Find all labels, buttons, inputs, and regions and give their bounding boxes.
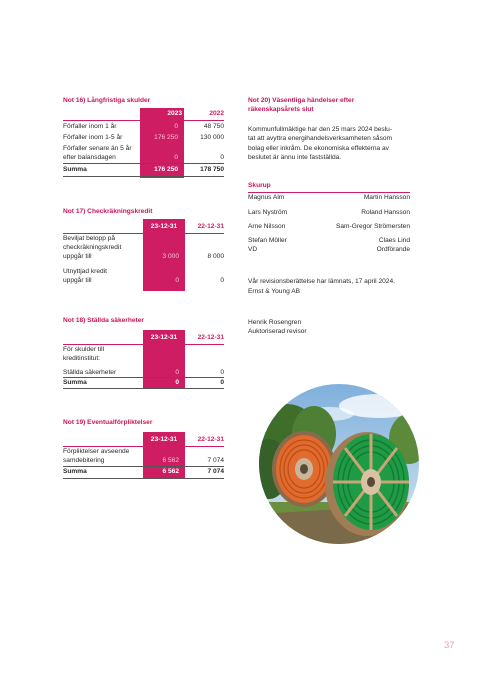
note17-title: Not 17) Checkräkningskredit: [63, 208, 153, 215]
note18-row-label: Ställda säkerheter: [63, 369, 117, 376]
note18-row-value-previous: 0: [220, 369, 224, 376]
note17-row-label: uppgår till: [63, 277, 92, 284]
note19-row-value-current: 6 562: [162, 457, 179, 464]
signature-role: VD: [248, 246, 258, 253]
note17-row-value-current: 0: [175, 277, 179, 284]
note20-line: bolag eller inkråm. De ekonomiska effekterna av: [248, 144, 389, 152]
auditor-name: Henrik Rosengren: [248, 319, 302, 326]
note19-col-current: 23-12-31: [150, 436, 178, 443]
note19-col-previous: 22-12-31: [197, 436, 224, 443]
note20-line: tat att avyttra energihandelsverksamheten såsom: [248, 135, 393, 143]
note16-sum-2023: 176 250: [154, 166, 178, 173]
note16-col-2023: 2023: [167, 110, 182, 117]
note17-col-previous: 22-12-31: [197, 223, 224, 230]
signature-name: Arne Nilsson: [248, 223, 286, 230]
note19-sum-label: Summa: [63, 468, 87, 475]
note17-row-label: uppgår till: [63, 253, 92, 260]
note19-row-label: samdebitering: [63, 457, 105, 464]
note17-row-label: checkräkningskredit: [63, 244, 122, 251]
signature-name: Lars Nyström: [248, 209, 288, 216]
note18-row-value-current: 0: [175, 369, 179, 376]
note17-col-current: 23-12-31: [150, 223, 178, 230]
note18-col-current: 23-12-31: [150, 334, 178, 341]
note17-row-value-previous: 8 000: [207, 253, 224, 260]
note19-row-value-previous: 7 074: [207, 457, 224, 464]
note18-intro: kreditinstitut:: [63, 355, 101, 362]
note16-row-label: Förfaller inom 1 år: [63, 123, 117, 130]
signature-row: [248, 237, 410, 255]
note20-line: Kommunfullmäktige har den 25 mars 2024 beslu-: [248, 126, 393, 133]
note20-title: räkenskapsårets slut: [248, 106, 314, 113]
note19-row-label: Förpliktelser avseende: [63, 448, 130, 455]
note19-sum-previous: 7 074: [207, 468, 224, 475]
note16-table: [63, 108, 224, 178]
note17-row-label: Beviljat belopp på: [63, 235, 116, 242]
note16-row-label: efter balansdagen: [63, 154, 116, 161]
note18-intro: För skulder till: [63, 346, 105, 353]
note16-row-value-2023: 176 250: [154, 134, 178, 141]
note16-row-value-2023: 0: [174, 154, 178, 161]
auditor-role: Auktoriserad revisor: [248, 328, 307, 335]
signature-place: Skurup: [248, 182, 271, 189]
note20-title: Not 20) Väsentliga händelser efter: [248, 97, 355, 104]
audit-line: Vår revisionsberättelse har lämnats, 17 april 2024.: [248, 278, 395, 285]
note17-row-label: Utnyttjad kredit: [63, 268, 107, 275]
note18-sum-label: Summa: [63, 379, 87, 386]
note17-row-value-previous: 0: [220, 277, 224, 284]
note16-sum-label: Summa: [63, 166, 87, 173]
note19-title: Not 19) Eventualförpliktelser: [63, 419, 153, 426]
note16-row-value-2022: 48 750: [203, 123, 224, 130]
note18-title: Not 18) Ställda säkerheter: [63, 317, 144, 324]
note19-sum-current: 6 562: [162, 468, 179, 475]
note16-row-value-2022: 130 000: [200, 134, 224, 141]
audit-statement: [248, 277, 423, 297]
cable-reels-photo: [259, 384, 419, 544]
note17-table: [63, 219, 224, 291]
note16-title: Not 16) Långfristiga skulder: [63, 97, 151, 104]
note19-table: [63, 432, 224, 480]
note16-col-2022: 2022: [209, 110, 224, 117]
audit-firm: Ernst & Young AB: [248, 288, 301, 295]
signature-name: Claes Lind: [378, 237, 410, 244]
signature-name: Magnus Alm: [248, 194, 285, 201]
note17-row-value-current: 3 000: [162, 253, 179, 260]
note16-row-value-2023: 0: [174, 123, 178, 130]
signature-role: Ordförande: [376, 246, 410, 253]
signature-name: Roland Hansson: [361, 209, 410, 216]
note18-sum-current: 0: [175, 379, 179, 386]
note16-row-value-2022: 0: [220, 154, 224, 161]
note18-col-previous: 22-12-31: [197, 334, 224, 341]
note20-line: beslutet är ännu inte fastställda.: [248, 154, 342, 162]
photo-illustration: [259, 384, 419, 544]
auditor: [248, 318, 418, 336]
note16-row-label: Förfaller senare än 5 år: [63, 145, 132, 152]
note16-sum-2022: 178 750: [200, 166, 224, 173]
page-number: 37: [444, 640, 455, 651]
signature-name: Stefan Möller: [248, 237, 287, 244]
note18-table: [63, 330, 224, 390]
note16-row-label: Förfaller inom 1-5 år: [63, 134, 123, 141]
signature-name: Sam-Gregor Strömersten: [335, 223, 410, 230]
signature-name: Martin Hansson: [363, 194, 410, 201]
note18-sum-previous: 0: [220, 379, 224, 386]
note20-paragraph: [248, 125, 418, 163]
